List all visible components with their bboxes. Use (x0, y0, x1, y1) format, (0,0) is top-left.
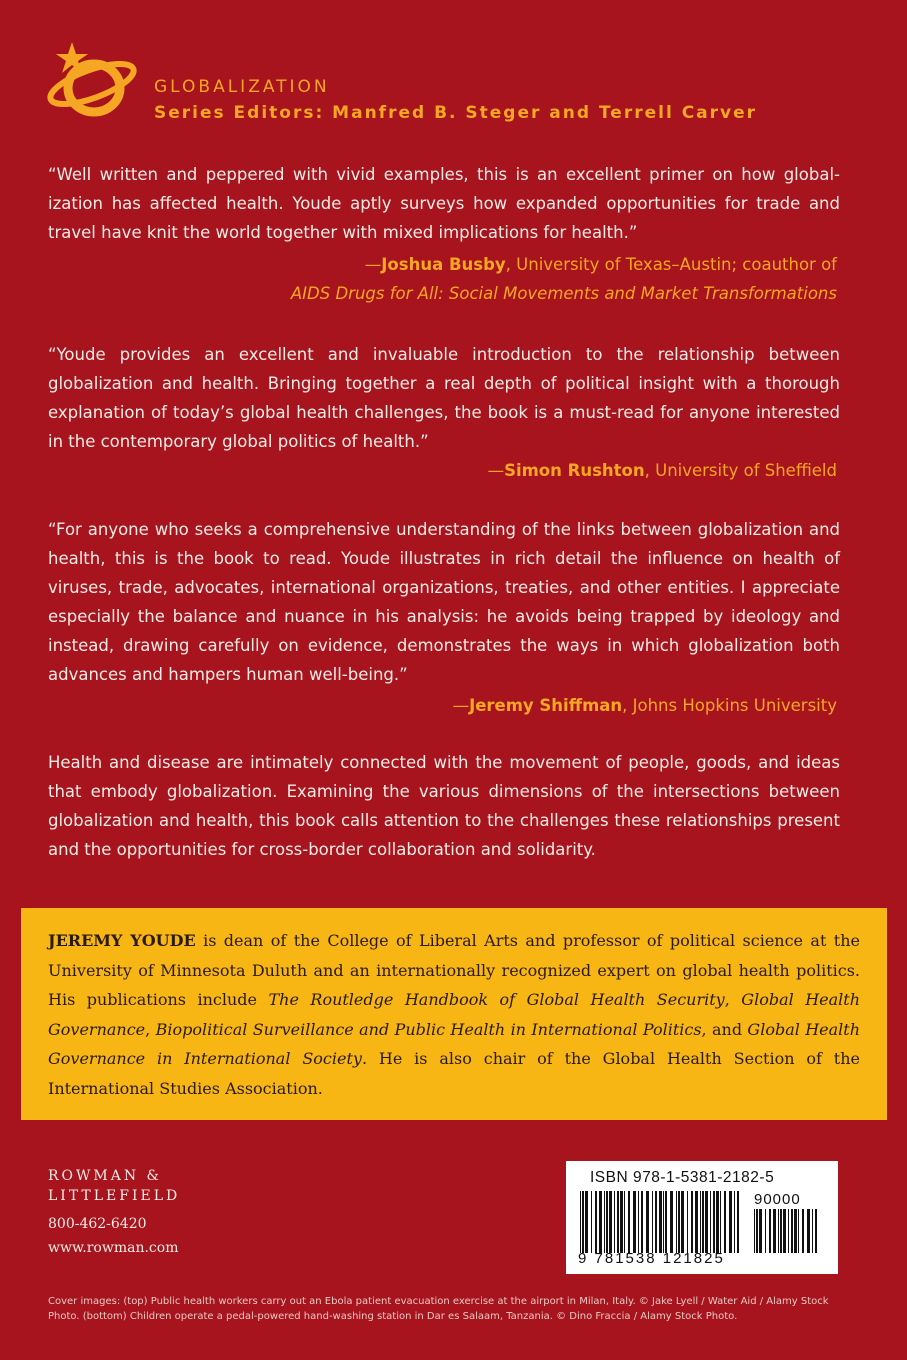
attribution-name: Joshua Busby (381, 255, 506, 274)
em-dash: — (452, 696, 470, 715)
publisher-phone: 800-462-6420 (48, 1216, 147, 1232)
quote-3: “For anyone who seeks a comprehensive understanding of the links between globalization and health, this is the book to read. Youde illustrates in rich detail the influence on health of viruses, trade, advocates, international organizations, treaties, and other entities. I appreciate especially the balance and nuance in his analysis: he avoids being trapped by ideology and instead, drawing carefully on evidence, demonstrates the ways in which globalization both advances and hampers human well-being.” (48, 520, 840, 684)
publisher-block (48, 1166, 180, 1260)
attribution-book: AIDS Drugs for All: Social Movements and Market Transformations (290, 284, 837, 303)
attribution-name: Jeremy Shiffman (469, 696, 623, 715)
author-bio-text: is dean of the College of Liberal Arts and professor of political science at the University of Minnesota Duluth and an internationally recognized expert on global health politics. His publications include (48, 931, 861, 1009)
attribution-name: Simon Rushton (504, 461, 645, 480)
em-dash: — (487, 461, 505, 480)
attribution-affiliation: , Johns Hopkins University (622, 696, 837, 715)
book-description: Health and disease are intimately connected with the movement of people, goods, and ideas that embody globalization. Examining the various dimensions of the intersections between globalization and health, this book calls attention to the challenges these relationships present and the opportunities for cross-border collaboration and solidarity. (48, 753, 840, 859)
cover-image-credits: Cover images: (top) Public health workers carry out an Ebola patient evacuation exercise at the airport in Milan, Italy. © Jake Lyell / Water Aid / Alamy Stock Photo. (bottom) Children operate a pedal-powered hand-washing station in Dar es Salaam, Tanzania. © Dino Fraccia / Alamy Stock Photo. (48, 1296, 829, 1322)
series-block (154, 74, 757, 126)
quote-1-attribution (291, 250, 837, 308)
author-book-title: The Routledge Handbook of Global Health Security (268, 990, 725, 1009)
author-bio-box (21, 908, 887, 1120)
author-book-title: Biopolitical Surveillance and Public Health in International Politics (155, 1019, 702, 1039)
author-book-title: Global Health Governance in International Society (48, 1019, 861, 1068)
quote-2-attribution (488, 456, 837, 485)
publisher-name-line-2: LITTLEFIELD (48, 1188, 181, 1204)
author-name: JEREMY YOUDE (48, 931, 196, 950)
separator: , and (701, 1019, 748, 1039)
series-name: GLOBALIZATION (154, 77, 330, 97)
series-editors: Series Editors: Manfred B. Steger and Terrell Carver (154, 103, 758, 123)
author-bio (48, 926, 860, 1103)
author-bio-text: . He is also chair of the Global Health Section of the International Studies Association. (48, 1049, 861, 1098)
quote-1: “Well written and peppered with vivid examples, this is an excellent primer on how globalization has affected health. Youde aptly surveys how expanded opportunities for trade and travel have knit the world together with mixed implications for health.” (48, 165, 840, 242)
barcode-addon-bars-icon (754, 1209, 818, 1253)
separator: , (724, 990, 742, 1009)
attribution-affiliation: , University of Texas–Austin; coauthor of (505, 255, 837, 274)
isbn-barcode (566, 1161, 838, 1274)
publisher-name-line-1: ROWMAN & (48, 1168, 163, 1184)
isbn-label: ISBN 978-1-5381-2182-5 (590, 1169, 775, 1186)
globe-orbit-logo-icon (42, 38, 138, 122)
barcode-digits: 9 781538 121825 (578, 1250, 725, 1267)
price-code: 90000 (754, 1191, 801, 1208)
author-book-title: Global Health Governance (48, 990, 861, 1039)
quote-2: “Youde provides an excellent and invaluable introduction to the relationship between globalization and health. Bringing together a real depth of political insight with a thorough explanation of today’s global health challenges, the book is a must-read for anyone interested in the contemporary global politics of health.” (48, 345, 840, 451)
quote-3-attribution (453, 691, 837, 720)
separator: , (145, 1019, 156, 1039)
publisher-website: www.rowman.com (48, 1240, 179, 1256)
barcode-bars-icon (580, 1191, 742, 1253)
attribution-affiliation: , University of Sheffield (644, 461, 837, 480)
em-dash: — (364, 255, 382, 274)
